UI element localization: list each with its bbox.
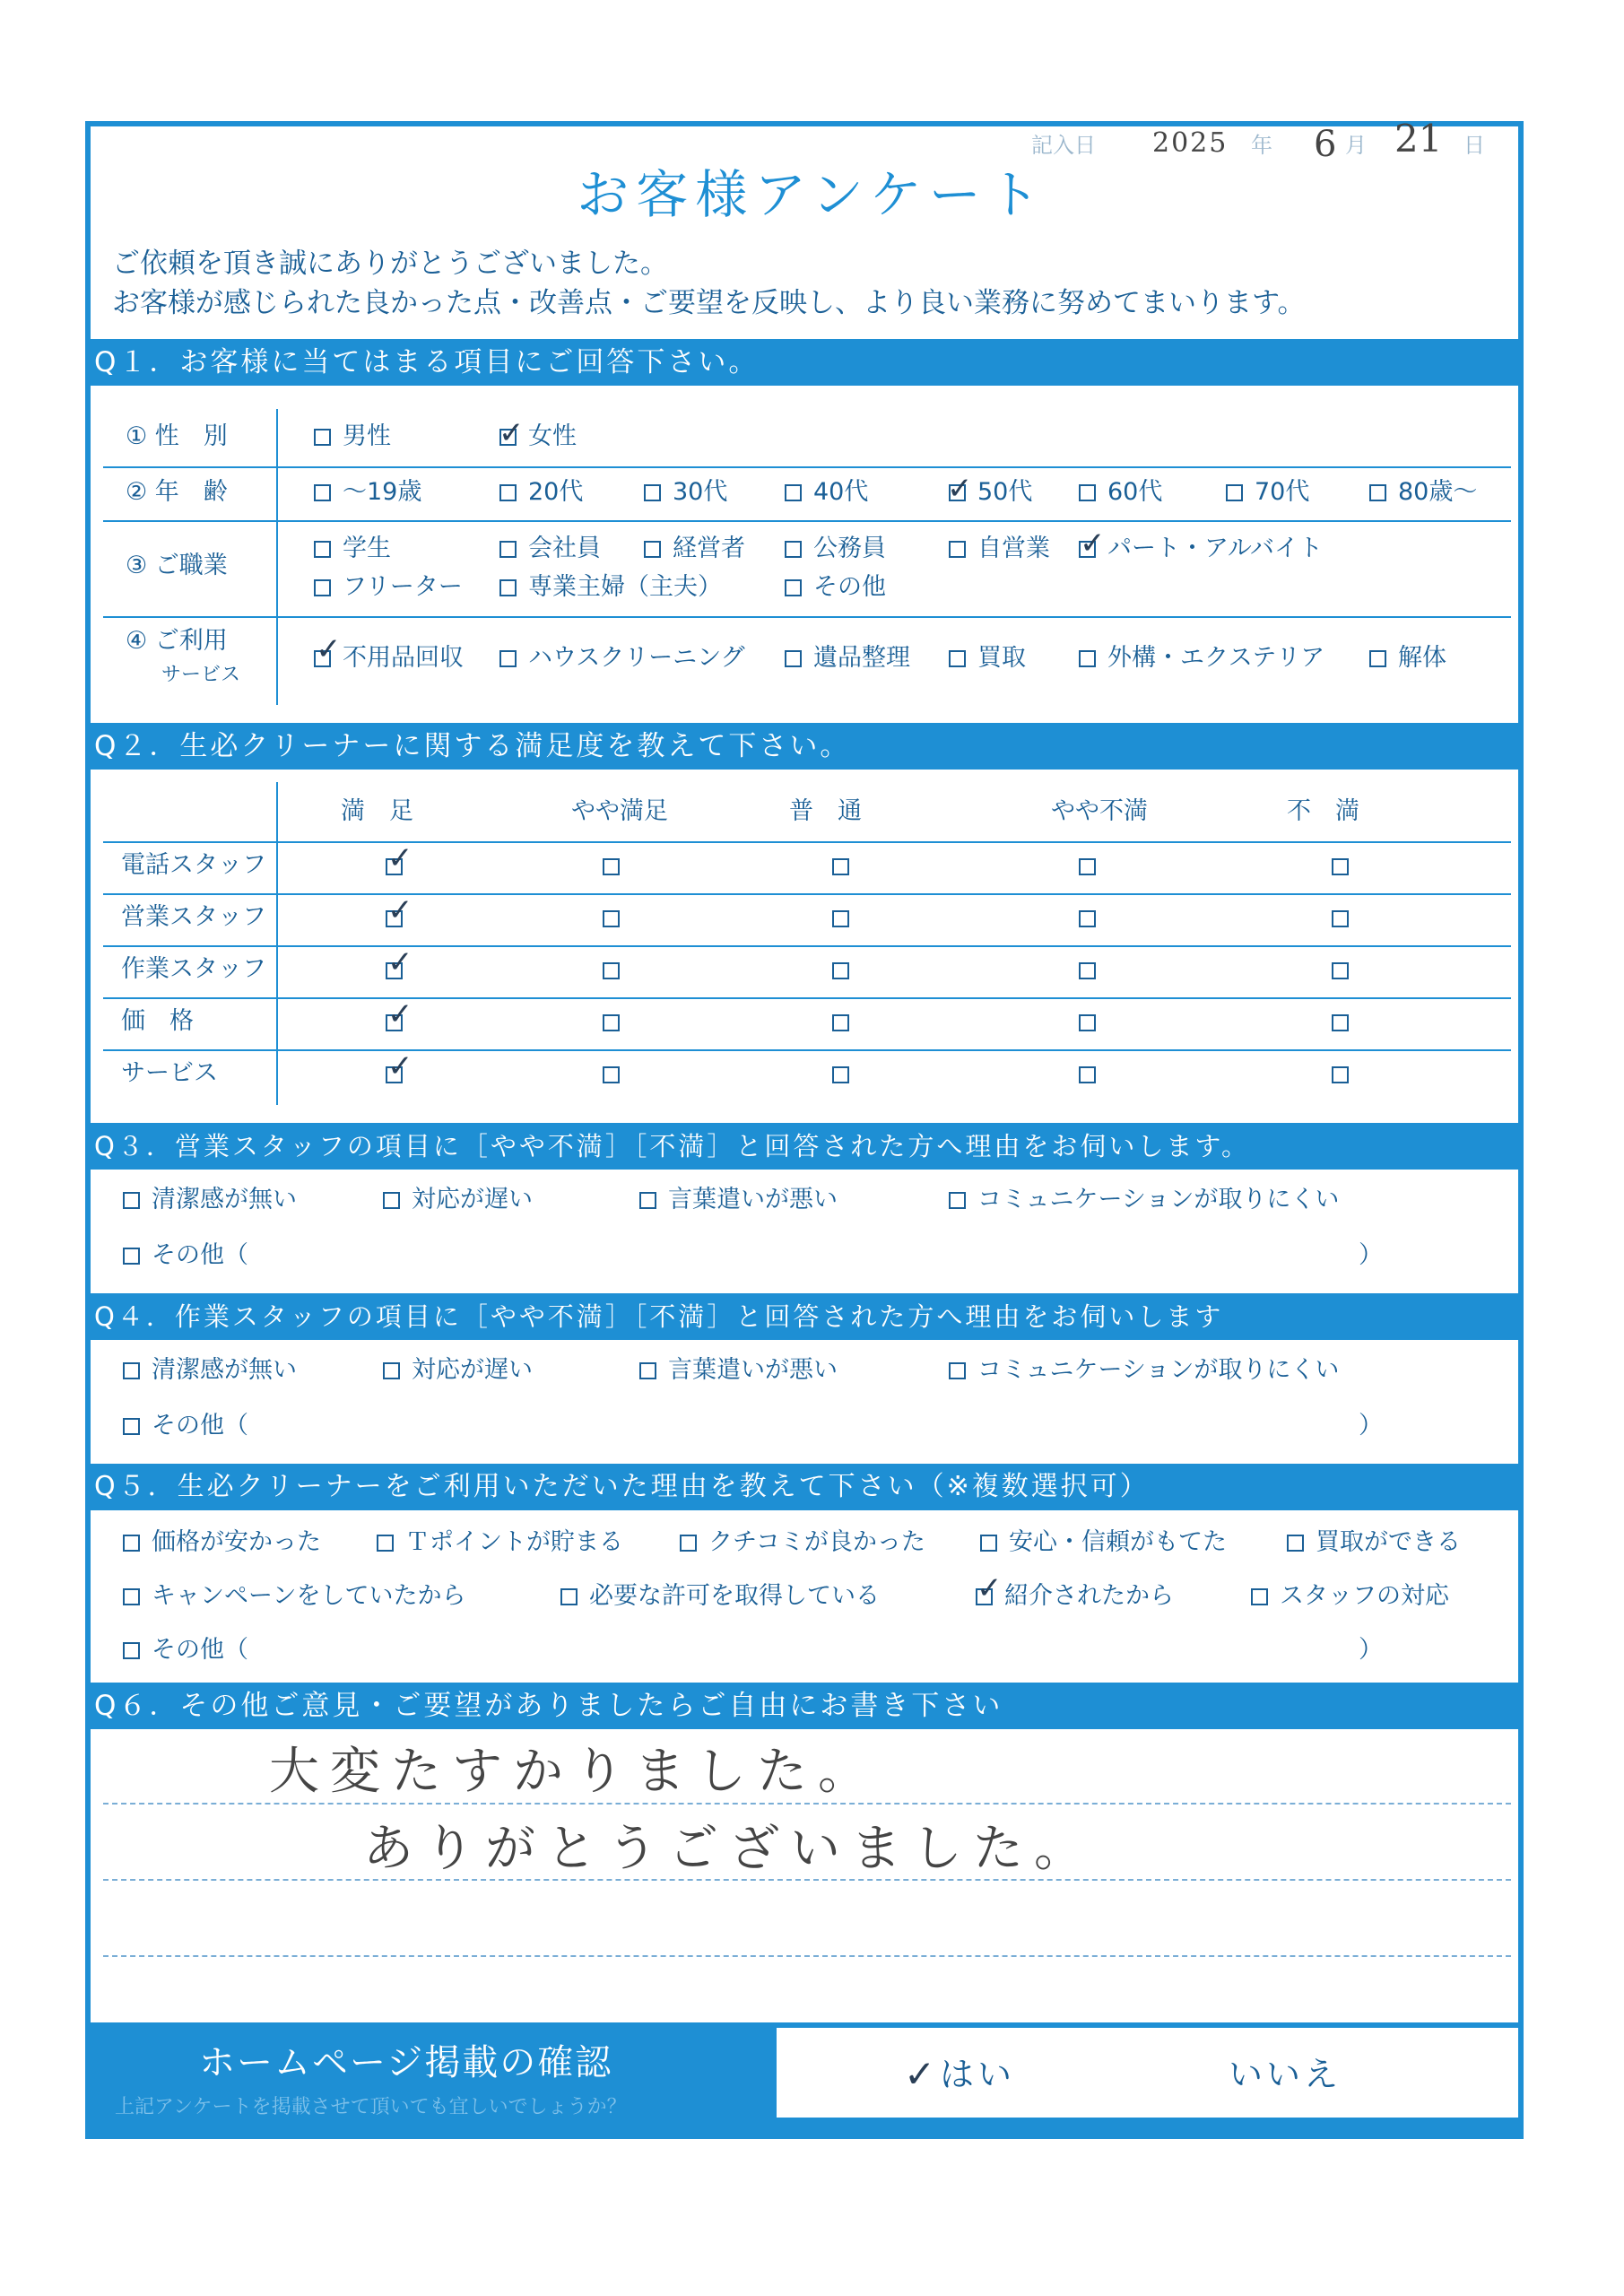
check-mark-icon: ✓ — [947, 471, 973, 507]
q3-heading: Q３．営業スタッフの項目に［やや不満］［不満］と回答された方へ理由をお伺いします。 — [85, 1123, 1524, 1170]
date-year: 2025 — [1152, 127, 1229, 159]
q5-option: スタッフの対応 — [1280, 1582, 1449, 1610]
q2-col-neutral: 普 通 — [789, 797, 862, 825]
age-option: 60代 — [1107, 478, 1163, 506]
job-option: 専業主婦（主夫） — [528, 573, 722, 601]
date-month: 6 — [1314, 124, 1337, 165]
job-executive-checkbox[interactable] — [644, 541, 661, 558]
q2-divider — [276, 782, 278, 1105]
q2-rule — [103, 1049, 1511, 1051]
q4-option: 言葉遣いが悪い — [668, 1356, 838, 1384]
job-public-servant-checkbox[interactable] — [785, 541, 802, 558]
q2-phone-dissatisfied-checkbox[interactable] — [1332, 858, 1349, 875]
gender-male-checkbox[interactable] — [314, 429, 331, 446]
confirm-answer-box — [777, 2028, 1518, 2118]
q2-work-somewhat-dissatisfied-checkbox[interactable] — [1079, 962, 1096, 979]
age-option: 〜19歳 — [343, 478, 422, 506]
check-mark-icon: ✓ — [387, 944, 413, 980]
q3-unclean-checkbox[interactable] — [123, 1192, 140, 1209]
age-option: 40代 — [813, 478, 869, 506]
q6-comment-line-1: 大変たすかりました。 — [269, 1743, 879, 1801]
date-month-unit: 月 — [1345, 133, 1367, 158]
q3-communication-checkbox[interactable] — [949, 1192, 966, 1209]
confirm-title: ホームページ掲載の確認 — [199, 2042, 613, 2083]
confirm-no[interactable]: いいえ — [1229, 2055, 1342, 2094]
q3-other-label: その他（ — [152, 1241, 248, 1269]
q2-col-somewhat-dissatisfied: やや不満 — [1051, 797, 1148, 825]
check-mark-icon: ✓ — [387, 996, 413, 1032]
job-option: 自営業 — [977, 535, 1050, 562]
q5-trust-checkbox[interactable] — [980, 1535, 997, 1552]
age-label: ② 年 齢 — [126, 478, 228, 506]
job-option: 公務員 — [813, 535, 886, 562]
q5-staff-checkbox[interactable] — [1251, 1588, 1268, 1605]
gender-female-label: 女性 — [528, 422, 577, 450]
age-option: 20代 — [528, 478, 584, 506]
q4-communication-checkbox[interactable] — [949, 1362, 966, 1379]
age-40s-checkbox[interactable] — [785, 484, 802, 501]
q2-sales-dissatisfied-checkbox[interactable] — [1332, 910, 1349, 927]
q2-price-neutral-checkbox[interactable] — [832, 1014, 849, 1031]
q5-campaign-checkbox[interactable] — [123, 1588, 140, 1605]
job-student-checkbox[interactable] — [314, 541, 331, 558]
intro-line-1: ご依頼を頂き誠にありがとうございました。 — [112, 248, 668, 280]
q2-phone-somewhat-satisfied-checkbox[interactable] — [603, 858, 620, 875]
q1-rule-2 — [103, 520, 1511, 522]
q5-option: 安心・信頼がもてた — [1009, 1528, 1227, 1556]
q2-work-somewhat-satisfied-checkbox[interactable] — [603, 962, 620, 979]
job-option: 経営者 — [673, 535, 745, 562]
q2-price-somewhat-satisfied-checkbox[interactable] — [603, 1014, 620, 1031]
q4-option: 対応が遅い — [412, 1356, 533, 1384]
age-under19-checkbox[interactable] — [314, 484, 331, 501]
q2-phone-neutral-checkbox[interactable] — [832, 858, 849, 875]
check-mark-icon: ✓ — [499, 415, 525, 451]
service-option: 外構・エクステリア — [1107, 644, 1325, 672]
date-day-unit: 日 — [1463, 133, 1485, 158]
date-day: 21 — [1394, 117, 1443, 161]
check-mark-icon: ✓ — [316, 631, 342, 667]
check-mark-icon: ✓ — [387, 892, 413, 928]
q5-option: Ｔポイントが貯まる — [405, 1528, 623, 1556]
q3-bad-language-checkbox[interactable] — [639, 1192, 656, 1209]
intro-line-2: お客様が感じられた良かった点・改善点・ご要望を反映し、より良い業務に努めてまいります。 — [112, 287, 1306, 319]
q2-service-somewhat-satisfied-checkbox[interactable] — [603, 1066, 620, 1083]
q2-service-neutral-checkbox[interactable] — [832, 1066, 849, 1083]
age-80plus-checkbox[interactable] — [1369, 484, 1386, 501]
q5-other-label: その他（ — [152, 1636, 248, 1664]
service-option: 遺品整理 — [813, 644, 910, 672]
q5-option: 買取ができる — [1316, 1528, 1461, 1556]
q5-license-checkbox[interactable] — [560, 1588, 578, 1605]
q5-cheap-checkbox[interactable] — [123, 1535, 140, 1552]
q2-rule — [103, 945, 1511, 947]
q4-option: コミュニケーションが取りにくい — [977, 1356, 1340, 1384]
q4-bad-language-checkbox[interactable] — [639, 1362, 656, 1379]
q2-service-dissatisfied-checkbox[interactable] — [1332, 1066, 1349, 1083]
age-60s-checkbox[interactable] — [1079, 484, 1096, 501]
q4-heading: Q４．作業スタッフの項目に［やや不満］［不満］と回答された方へ理由をお伺いします — [85, 1293, 1524, 1340]
q6-comment-line-2: ありがとうございました。 — [363, 1820, 1095, 1878]
date-label: 記入日 — [1031, 133, 1096, 158]
job-employee-checkbox[interactable] — [499, 541, 517, 558]
q2-sales-somewhat-satisfied-checkbox[interactable] — [603, 910, 620, 927]
q2-row-price: 価 格 — [121, 1007, 194, 1035]
q3-slow-response-checkbox[interactable] — [383, 1192, 400, 1209]
age-option: 70代 — [1255, 478, 1310, 506]
age-20s-checkbox[interactable] — [499, 484, 517, 501]
q2-work-neutral-checkbox[interactable] — [832, 962, 849, 979]
q3-option: 言葉遣いが悪い — [668, 1186, 838, 1213]
q2-heading: Q２．生必クリーナーに関する満足度を教えて下さい。 — [85, 723, 1524, 770]
q2-rule-header — [103, 841, 1511, 843]
job-self-employed-checkbox[interactable] — [949, 541, 966, 558]
q2-row-work-staff: 作業スタッフ — [121, 955, 266, 983]
q1-divider — [276, 409, 278, 705]
q1-rule-1 — [103, 466, 1511, 468]
q4-slow-response-checkbox[interactable] — [383, 1362, 400, 1379]
age-option: 50代 — [977, 478, 1033, 506]
service-label: ④ ご利用 — [126, 627, 228, 655]
q2-row-sales-staff: 営業スタッフ — [121, 903, 266, 931]
q4-unclean-checkbox[interactable] — [123, 1362, 140, 1379]
q2-col-somewhat-satisfied: やや満足 — [571, 797, 668, 825]
service-exterior-checkbox[interactable] — [1079, 650, 1096, 667]
q3-option: コミュニケーションが取りにくい — [977, 1186, 1340, 1213]
q5-heading: Q５．生必クリーナーをご利用いただいた理由を教えて下さい（※複数選択可） — [85, 1464, 1524, 1510]
service-house-cleaning-checkbox[interactable] — [499, 650, 517, 667]
job-option: フリーター — [343, 573, 463, 601]
check-mark-icon: ✓ — [387, 840, 413, 876]
service-option: 不用品回収 — [343, 644, 464, 672]
date-year-unit: 年 — [1251, 133, 1272, 158]
q2-row-service: サービス — [121, 1059, 218, 1087]
q3-option: 対応が遅い — [412, 1186, 533, 1213]
q2-phone-somewhat-dissatisfied-checkbox[interactable] — [1079, 858, 1096, 875]
q6-writing-line — [103, 1879, 1511, 1881]
service-demolition-checkbox[interactable] — [1369, 650, 1386, 667]
q5-reviews-checkbox[interactable] — [680, 1535, 697, 1552]
service-estate-cleanup-checkbox[interactable] — [785, 650, 802, 667]
job-homemaker-checkbox[interactable] — [499, 579, 517, 596]
service-purchase-checkbox[interactable] — [949, 650, 966, 667]
job-option: パート・アルバイト — [1107, 535, 1324, 562]
age-option: 30代 — [673, 478, 728, 506]
q5-option: 必要な許可を取得している — [589, 1582, 880, 1610]
q2-col-satisfied: 満 足 — [341, 797, 413, 825]
q4-other-checkbox[interactable] — [123, 1418, 140, 1435]
q2-price-somewhat-dissatisfied-checkbox[interactable] — [1079, 1014, 1096, 1031]
check-mark-icon: ✓ — [1080, 526, 1106, 561]
job-option: その他 — [813, 573, 886, 601]
q2-work-dissatisfied-checkbox[interactable] — [1332, 962, 1349, 979]
q3-other-checkbox[interactable] — [123, 1248, 140, 1265]
gender-male-label: 男性 — [343, 422, 391, 450]
service-option: 解体 — [1398, 644, 1446, 672]
q6-writing-line — [103, 1955, 1511, 1957]
q2-service-somewhat-dissatisfied-checkbox[interactable] — [1079, 1066, 1096, 1083]
q2-rule — [103, 997, 1511, 999]
confirm-yes[interactable]: はい — [940, 2055, 1016, 2094]
q5-tpoint-checkbox[interactable] — [377, 1535, 394, 1552]
job-other-checkbox[interactable] — [785, 579, 802, 596]
job-label: ③ ご職業 — [126, 552, 228, 579]
service-sub-label: サービス — [161, 664, 241, 686]
q6-writing-line — [103, 1803, 1511, 1805]
confirm-subtitle: 上記アンケートを掲載させて頂いても宜しいでしょうか？ — [115, 2096, 627, 2118]
q2-col-dissatisfied: 不 満 — [1287, 797, 1359, 825]
q2-sales-neutral-checkbox[interactable] — [832, 910, 849, 927]
q4-other-close: ） — [1359, 1412, 1383, 1439]
check-mark-icon: ✓ — [387, 1048, 413, 1084]
q5-option: 紹介されたから — [1004, 1582, 1174, 1610]
q5-other-checkbox[interactable] — [123, 1642, 140, 1659]
q2-row-phone-staff: 電話スタッフ — [121, 851, 266, 879]
service-option: ハウスクリーニング — [528, 644, 745, 672]
job-option: 会社員 — [528, 535, 601, 562]
q6-heading: Q６．その他ご意見・ご要望がありましたらご自由にお書き下さい — [85, 1683, 1524, 1729]
q4-option: 清潔感が無い — [152, 1356, 297, 1384]
q1-rule-3 — [103, 616, 1511, 618]
page-title: お客様アンケート — [577, 164, 1047, 225]
q2-price-dissatisfied-checkbox[interactable] — [1332, 1014, 1349, 1031]
age-30s-checkbox[interactable] — [644, 484, 661, 501]
q4-other-label: その他（ — [152, 1412, 248, 1439]
q2-rule — [103, 893, 1511, 895]
q3-option: 清潔感が無い — [152, 1186, 297, 1213]
q5-purchase-checkbox[interactable] — [1287, 1535, 1304, 1552]
q5-other-close: ） — [1359, 1636, 1383, 1664]
job-freeter-checkbox[interactable] — [314, 579, 331, 596]
age-option: 80歳〜 — [1398, 478, 1478, 506]
age-70s-checkbox[interactable] — [1226, 484, 1243, 501]
gender-label: ① 性 別 — [126, 422, 228, 450]
q5-option: クチコミが良かった — [708, 1528, 925, 1556]
q3-other-close: ） — [1359, 1241, 1383, 1269]
check-mark-icon: ✓ — [977, 1570, 1003, 1606]
q1-heading: Q１．お客様に当てはまる項目にご回答下さい。 — [85, 339, 1524, 386]
job-option: 学生 — [343, 535, 391, 562]
service-option: 買取 — [977, 644, 1026, 672]
q5-option: 価格が安かった — [152, 1528, 321, 1556]
q5-option: キャンペーンをしていたから — [152, 1582, 466, 1610]
q2-sales-somewhat-dissatisfied-checkbox[interactable] — [1079, 910, 1096, 927]
yes-check-icon: ✓ — [904, 2052, 936, 2096]
